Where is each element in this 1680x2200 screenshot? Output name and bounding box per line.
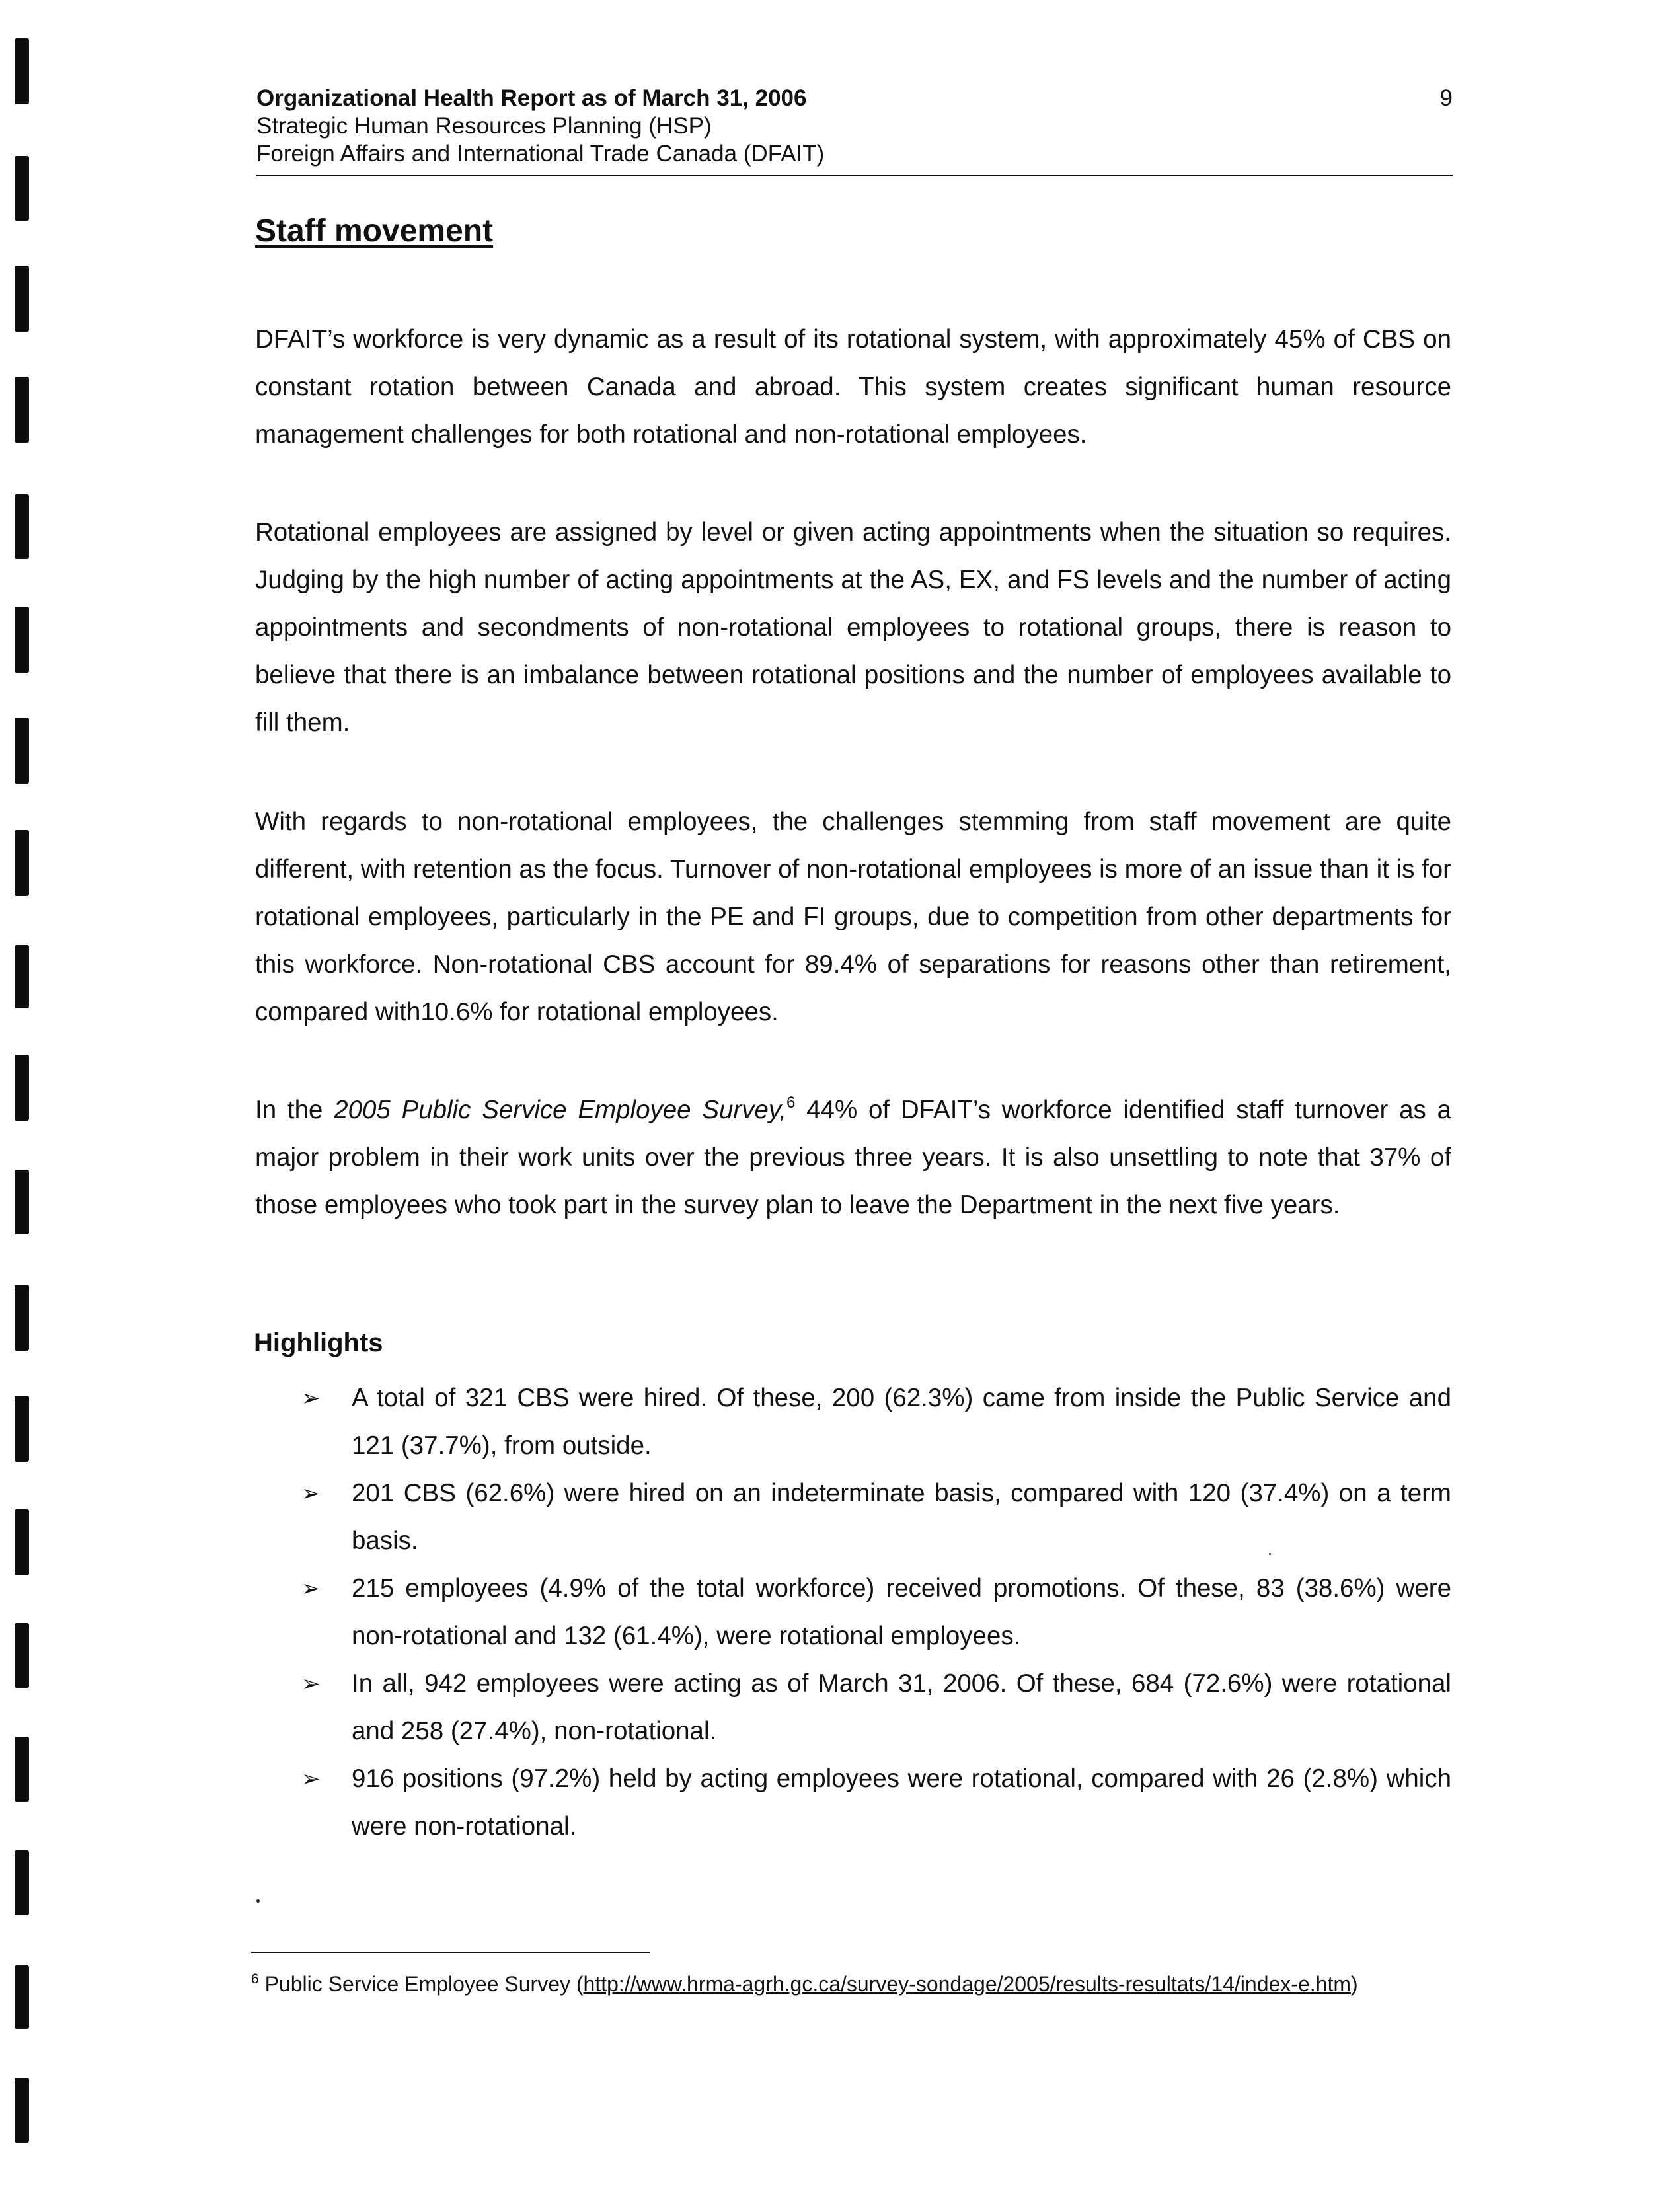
highlights-list bbox=[254, 1375, 1451, 1850]
footnote-divider bbox=[251, 1952, 650, 1953]
binding-hole bbox=[15, 1509, 29, 1575]
binding-hole bbox=[15, 830, 29, 896]
binding-hole bbox=[15, 2078, 29, 2143]
binding-hole bbox=[15, 1737, 29, 1802]
binding-hole bbox=[15, 1623, 29, 1688]
binding-hole bbox=[15, 1396, 29, 1462]
arrow-bullet-icon: ➢ bbox=[301, 1481, 321, 1506]
arrow-bullet-icon: ➢ bbox=[301, 1671, 321, 1696]
arrow-bullet-icon: ➢ bbox=[301, 1386, 321, 1411]
binding-hole bbox=[15, 1170, 29, 1234]
footnote-reference: 6 bbox=[786, 1094, 796, 1112]
page-header bbox=[256, 85, 1453, 168]
paragraph-rotational: Rotational employees are assigned by level or given acting appointments when the situation so requires. Judging by the high number of acting appointments at the AS, EX, and FS levels and the number of acting appointments and secondments of non-rotational employees to rotational groups, there is reason to believe that there is an imbalance between rotational positions and the number of employees available to fill them. bbox=[255, 518, 1451, 737]
binding-hole bbox=[15, 607, 29, 673]
binding-hole bbox=[15, 494, 29, 559]
scan-speck bbox=[1269, 1553, 1271, 1555]
binding-hole bbox=[15, 1285, 29, 1351]
arrow-bullet-icon: ➢ bbox=[301, 1766, 321, 1792]
highlight-item bbox=[254, 1375, 1451, 1470]
highlights-heading: Highlights bbox=[254, 1328, 383, 1357]
arrow-bullet-icon: ➢ bbox=[301, 1576, 321, 1601]
binding-hole bbox=[15, 945, 29, 1008]
highlight-text: In all, 942 employees were acting as of March 31, 2006. Of these, 684 (72.6%) were rotational and 258 (27.4%), non-rotational. bbox=[352, 1669, 1451, 1745]
highlight-item bbox=[254, 1470, 1451, 1565]
section-title: Staff movement bbox=[255, 213, 494, 248]
highlight-item bbox=[254, 1755, 1451, 1850]
header-divider bbox=[256, 175, 1453, 176]
scan-speck bbox=[256, 1899, 260, 1903]
paragraph-survey bbox=[255, 1086, 1451, 1229]
highlight-item bbox=[254, 1565, 1451, 1660]
binding-hole bbox=[15, 266, 29, 332]
binding-hole bbox=[15, 1055, 29, 1121]
paragraph-workforce: DFAIT’s workforce is very dynamic as a result of its rotational system, with approximately 45% of CBS on constant rotation between Canada and abroad. This system creates significant human resource management challenges for both rotational and non-rotational employees. bbox=[255, 325, 1451, 449]
footnote bbox=[251, 1971, 1358, 1997]
binding-hole bbox=[15, 1850, 29, 1915]
report-subtitle-unit: Strategic Human Resources Planning (HSP) bbox=[256, 113, 712, 139]
survey-intro-text: In the bbox=[255, 1096, 334, 1124]
highlight-text: 916 positions (97.2%) held by acting employees were rotational, compared with 26 (2.8%) which were non-rotational. bbox=[352, 1764, 1451, 1840]
highlight-text: A total of 321 CBS were hired. Of these, 200 (62.3%) came from inside the Public Service and 121 (37.7%), from outside. bbox=[352, 1384, 1451, 1460]
binding-hole bbox=[15, 38, 29, 104]
report-title: Organizational Health Report as of March 31, 2006 bbox=[256, 85, 807, 111]
footnote-close-paren: ) bbox=[1350, 1972, 1358, 1996]
footnote-text: Public Service Employee Survey ( bbox=[258, 1972, 584, 1996]
highlight-text: 201 CBS (62.6%) were hired on an indeterminate basis, compared with 120 (37.4%) on a term basis. bbox=[352, 1479, 1451, 1555]
binding-hole bbox=[15, 1965, 29, 2029]
binding-hole bbox=[15, 718, 29, 784]
footnote-number: 6 bbox=[251, 1971, 259, 1987]
binding-hole bbox=[15, 377, 29, 443]
highlight-text: 215 employees (4.9% of the total workforce) received promotions. Of these, 83 (38.6%) were non-rotational and 132 (61.4%), were rotational employees. bbox=[352, 1574, 1451, 1650]
survey-findings-text: 44% of DFAIT’s workforce identified staff turnover as a major problem in their work units over the previous three years. It is also unsettling to note that 37% of those employees who took part in the survey plan to leave the Department in the next five years. bbox=[255, 1096, 1451, 1219]
footnote-url-link[interactable]: http://www.hrma-agrh.gc.ca/survey-sondage/2005/results-resultats/14/index-e.htm bbox=[583, 1972, 1351, 1996]
binding-hole bbox=[15, 156, 29, 221]
paragraph-non-rotational: With regards to non-rotational employees, the challenges stemming from staff movement are quite different, with retention as the focus. Turnover of non-rotational employees is more of an issue than it is for rotational employees, particularly in the PE and FI groups, due to competition from other departments for this workforce. Non-rotational CBS account for 89.4% of separations for reasons other than retirement, compared with10.6% for rotational employees. bbox=[255, 808, 1451, 1026]
survey-name: 2005 Public Service Employee Survey, bbox=[334, 1096, 786, 1124]
report-subtitle-department: Foreign Affairs and International Trade Canada (DFAIT) bbox=[256, 141, 825, 167]
highlight-item bbox=[254, 1660, 1451, 1755]
page-number: 9 bbox=[1439, 85, 1453, 111]
binding-holes bbox=[0, 0, 66, 2200]
